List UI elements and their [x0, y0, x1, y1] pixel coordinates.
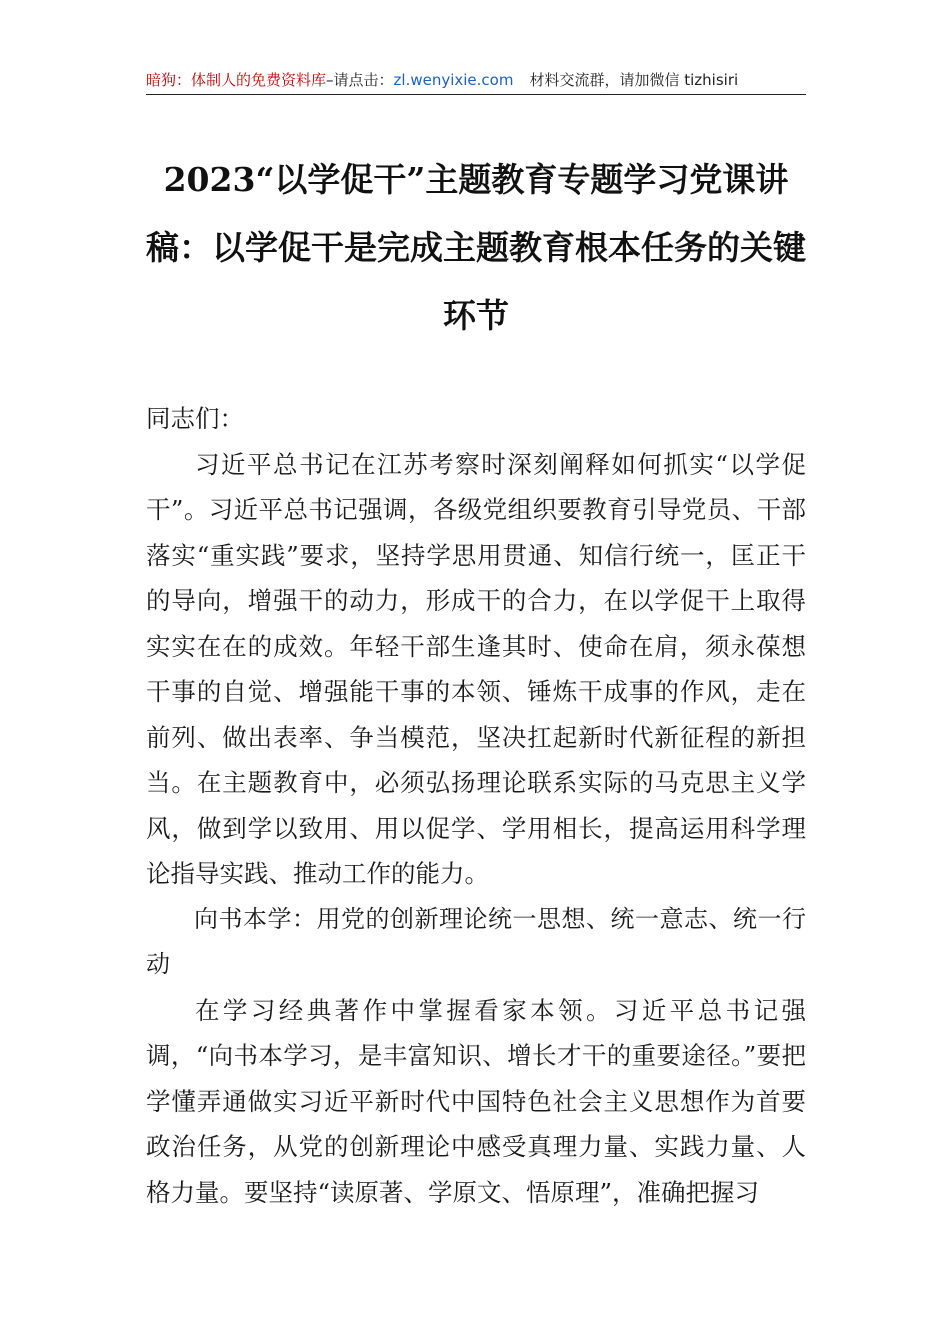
- body-paragraph-2: 在学习经典著作中掌握看家本领。习近平总书记强调，“向书本学习，是丰富知识、增长才干的重要途径。”要把学懂弄通做实习近平新时代中国特色社会主义思想作为首要政治任务，从党的创新理论中感受真理力量、实践力量、人格力量。要坚持“读原著、学原文、悟原理”，准确把握习: [146, 995, 806, 1207]
- header-cta: –请点击：: [326, 71, 394, 89]
- header-link[interactable]: zl.wenyixie.com: [393, 71, 514, 89]
- section-subheading-1: 向书本学：用党的创新理论统一思想、统一意志、统一行动: [146, 904, 806, 978]
- document-body: [146, 396, 806, 1215]
- salutation: 同志们：: [146, 404, 244, 433]
- header-brand: 暗狗：体制人的免费资料库: [146, 71, 327, 89]
- body-paragraph-1: 习近平总书记在江苏考察时深刻阐释如何抓实“以学促干”。习近平总书记强调，各级党组织要教育引导党员、干部落实“重实践”要求，坚持学思用贯通、知信行统一，匡正干的导向，增强干的动力，形成干的合力，在以学促干上取得实实在在的成效。年轻干部生逢其时、使命在肩，须永葆想干事的自觉、增强能干事的本领、锤炼干成事的作风，走在前列、做出表率、争当模范，坚决扛起新时代新征程的新担当。在主题教育中，必须弘扬理论联系实际的马克思主义学风，做到学以致用、用以促学、学用相长，提高运用科学理论指导实践、推动工作的能力。: [146, 449, 806, 888]
- page-header: [146, 66, 806, 95]
- document-title: 2023“以学促干”主题教育专题学习党课讲稿：以学促干是完成主题教育根本任务的关键环节: [146, 160, 806, 335]
- header-wechat-note: 材料交流群，请加微信 tizhisiri: [529, 71, 739, 89]
